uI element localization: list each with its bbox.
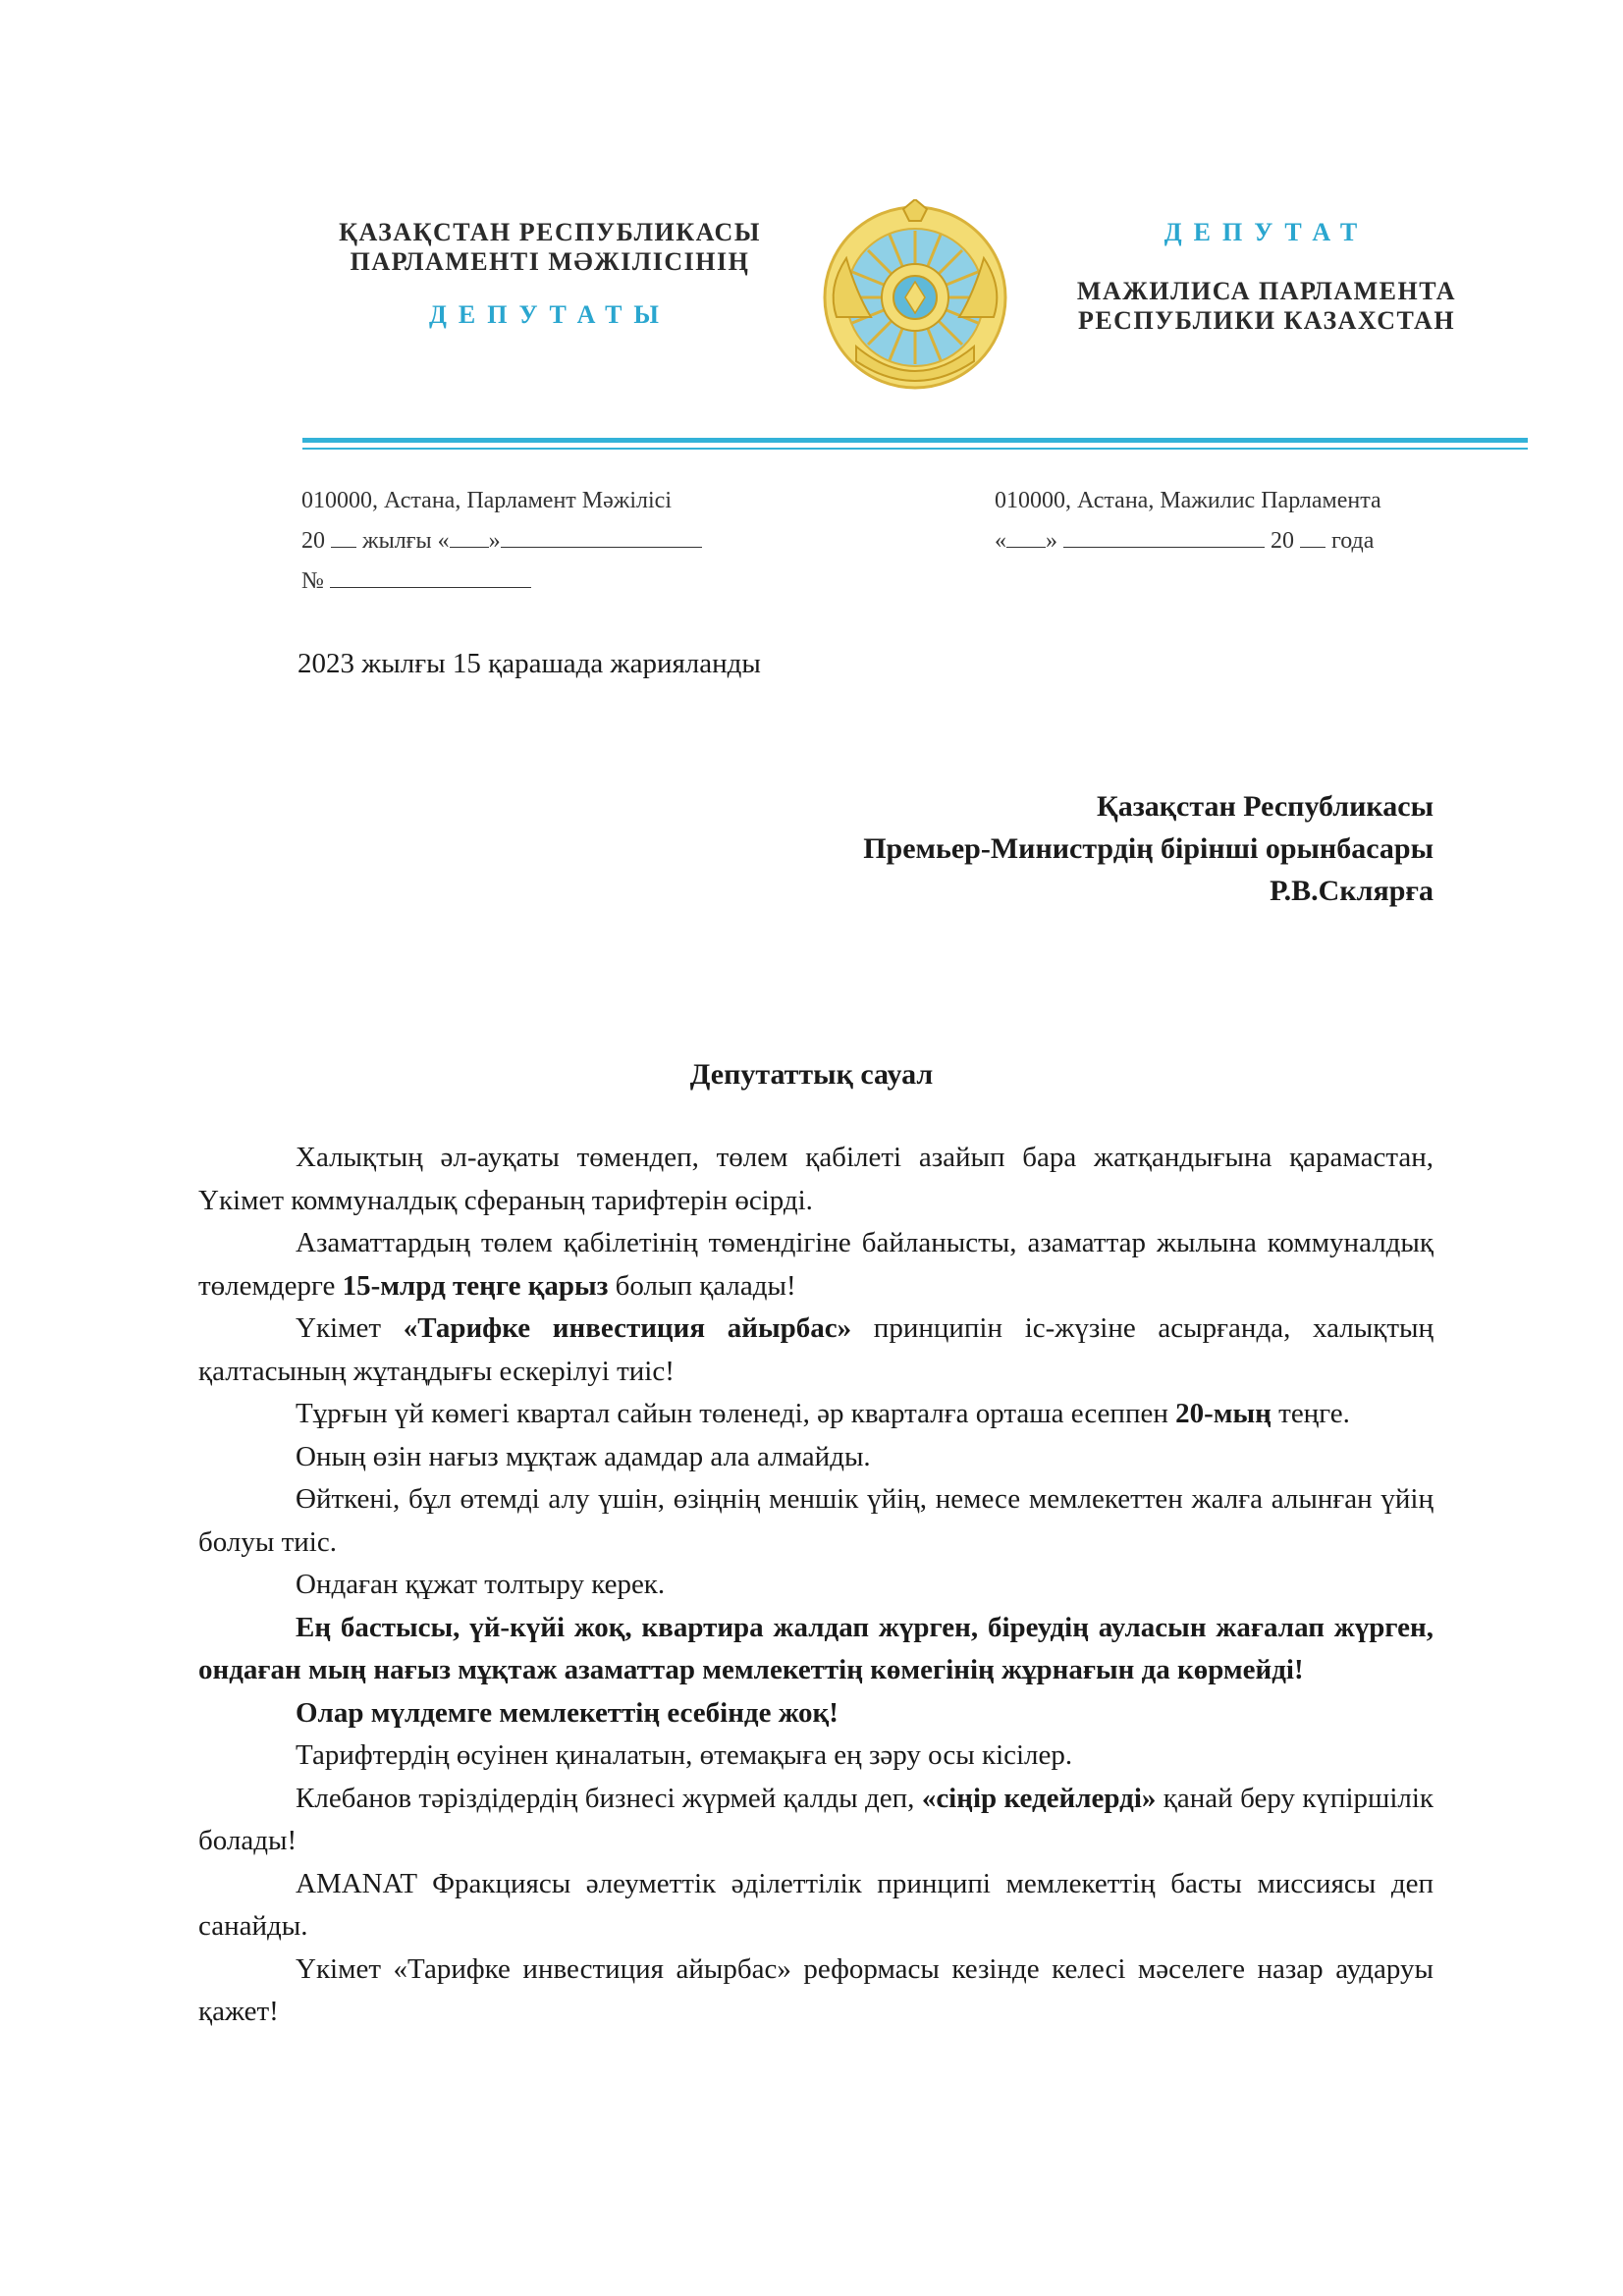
org-name-kz-line2: ПАРЛАМЕНТІ МӘЖІЛІСІНІҢ (350, 247, 750, 276)
letterhead-russian (1060, 218, 1473, 336)
date-label-kz: жылғы « (362, 528, 450, 554)
address-kz-line: 010000, Астана, Парламент Мәжілісі (301, 488, 672, 513)
paragraph: Ондаған құжат толтыру керек. (296, 1569, 666, 1600)
date-year-prefix-ru: 20 (1271, 528, 1294, 554)
org-name-kz-line1: ҚАЗАҚСТАН РЕСПУБЛИКАСЫ (339, 218, 761, 246)
paragraph: Азаматтардың төлем қабілетінің төмендігіне байланысты, азаматтар жылына коммуналдық төлемдерге 15-млрд теңге қарыз болып қалады! (198, 1227, 1434, 1302)
header-divider-thick (302, 438, 1528, 443)
number-sign-kz: № (301, 568, 324, 594)
date-suffix-ru: года (1331, 528, 1375, 554)
deputy-title-kz: ДЕПУТАТЫ (429, 300, 671, 329)
recipient-line1: Қазақстан Республикасы (1096, 790, 1434, 823)
date-year-blank-kz (331, 525, 356, 548)
document-body (198, 1137, 1434, 2034)
paragraph: AMANAT Фракциясы әлеуметтік әділеттілік принципі мемлекеттің басты миссиясы деп санайды. (198, 1867, 1434, 1942)
date-quote-close-kz: » (488, 528, 501, 554)
paragraph: Өйткені, бұл өтемді алу үшін, өзіңнің меншік үйің, немесе мемлекеттен жалға алынған үйің болуы тиіс. (198, 1483, 1434, 1558)
paragraph: Оның өзін нағыз мұқтаж адамдар ала алмайды. (296, 1440, 871, 1472)
date-quote-open-ru: « (995, 528, 1006, 554)
date-day-blank-kz (450, 525, 489, 548)
published-date: 2023 жылғы 15 қарашада жарияланды (298, 648, 761, 679)
address-block-ru (995, 481, 1505, 561)
date-year-blank-ru (1300, 525, 1325, 548)
emphasis-amount: 20-мың (1175, 1398, 1271, 1429)
number-blank-kz (330, 565, 531, 588)
paragraph: Тарифтердің өсуінен қиналатын, өтемақыға ең зәру осы кісілер. (296, 1739, 1073, 1771)
number-line-kz (301, 561, 812, 602)
date-line-kz (301, 521, 812, 561)
letterhead-kazakh (324, 218, 776, 330)
recipient-block (863, 785, 1434, 912)
header-divider-thin (302, 448, 1528, 450)
deputy-title-ru: ДЕПУТАТ (1163, 218, 1370, 246)
org-name-ru-line1: МАЖИЛИСА ПАРЛАМЕНТА (1076, 277, 1457, 305)
paragraph: Үкімет «Тарифке инвестиция айырбас» принципін іс-жүзіне асырғанда, халықтың қалтасының жұтаңдығы ескерілуі тиіс! (198, 1312, 1434, 1387)
paragraph: Тұрғын үй көмегі квартал сайын төленеді, әр кварталға орташа есеппен 20-мың теңге. (296, 1398, 1350, 1429)
address-ru-line: 010000, Астана, Мажилис Парламента (995, 488, 1381, 513)
date-quote-close-ru: » (1046, 528, 1057, 554)
paragraph: Клебанов тәріздідердің бизнесі жүрмей қалды деп, «сіңір кедейлерді» қанай беру күпіршілік болады! (198, 1782, 1434, 1856)
paragraph: Халықтың әл-ауқаты төмендеп, төлем қабілеті азайып бара жатқандығына қарамастан, Үкімет коммуналдық сфераның тарифтерін өсірді. (198, 1142, 1434, 1216)
date-year-prefix-kz: 20 (301, 528, 325, 554)
date-month-blank-kz (501, 525, 702, 548)
emphasis-quote: «сіңір кедейлерді» (921, 1782, 1157, 1814)
org-name-ru-line2: РЕСПУБЛИКИ КАЗАХСТАН (1077, 306, 1456, 335)
recipient-line2: Премьер-Министрдің бірінші орынбасары (863, 832, 1434, 865)
paragraph-bold: Олар мүлдемге мемлекеттің есебінде жоқ! (296, 1696, 839, 1729)
paragraph-bold: Ең бастысы, үй-күйі жоқ, квартира жалдап жүрген, біреудің ауласын жағалап жүрген, ондаған мың нағыз мұқтаж азаматтар мемлекеттің көмегінің жұрнағын да көрмейді! (198, 1611, 1434, 1685)
date-line-ru (995, 521, 1505, 561)
date-month-blank-ru (1063, 525, 1265, 548)
emphasis-debt: 15-млрд теңге қарыз (342, 1269, 609, 1302)
recipient-line3: Р.В.Склярға (1270, 875, 1434, 907)
date-day-blank-ru (1006, 525, 1046, 548)
state-emblem-icon (817, 199, 1013, 396)
paragraph: Үкімет «Тарифке инвестиция айырбас» реформасы кезінде келесі мәселеге назар аударуы қажет! (198, 1952, 1434, 2027)
address-block-kz (301, 481, 812, 602)
emphasis-principle: «Тарифке инвестиция айырбас» (403, 1312, 852, 1344)
document-title: Депутаттық сауал (689, 1058, 934, 1091)
